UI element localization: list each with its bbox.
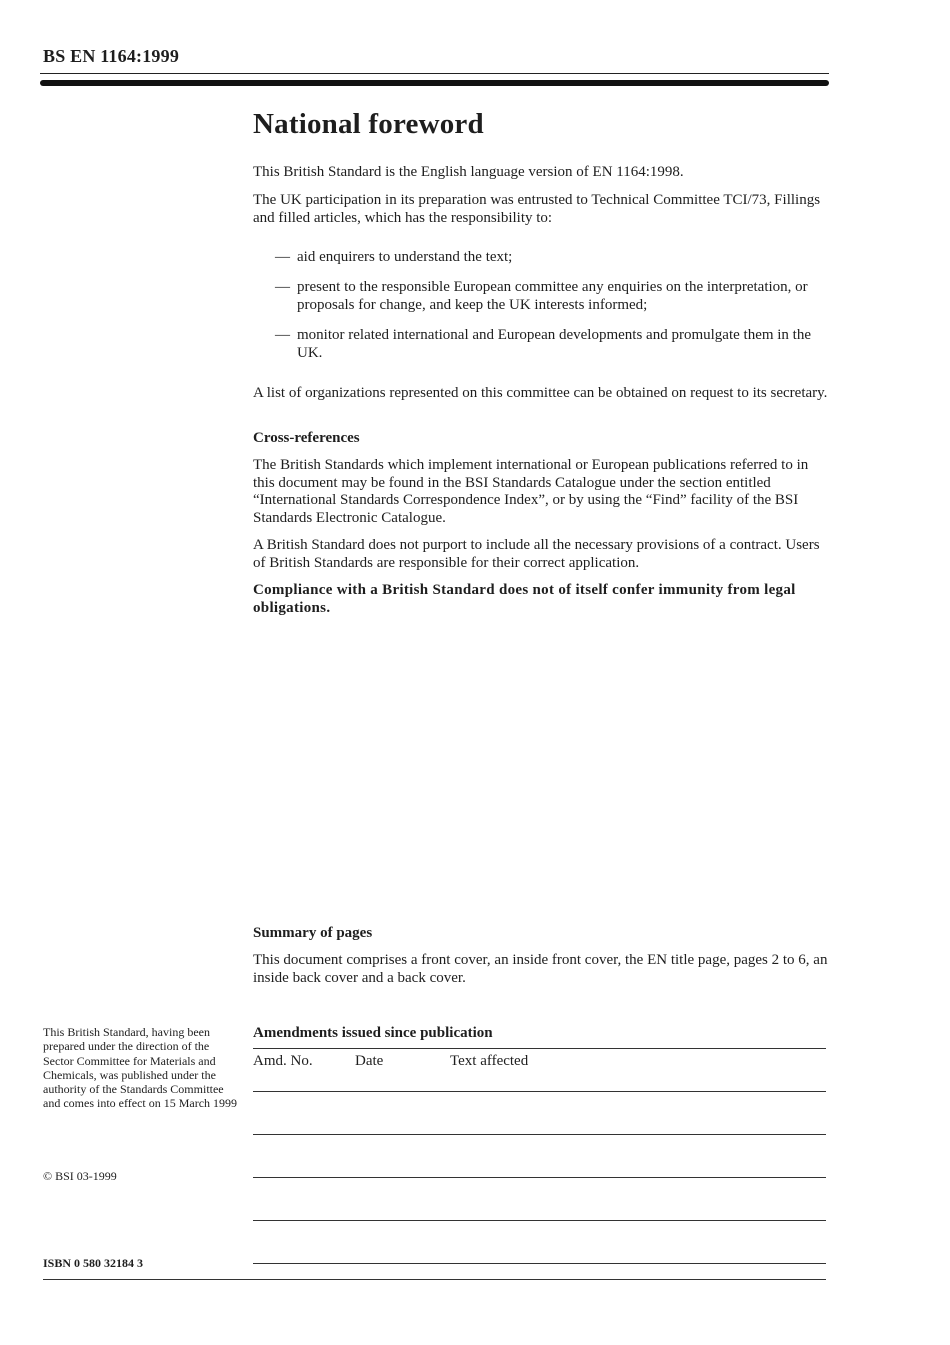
column-header-date: Date bbox=[355, 1053, 384, 1069]
compliance-statement: Compliance with a British Standard does not of itself confer immunity from legal obligations. bbox=[253, 582, 796, 616]
summary-heading: Summary of pages bbox=[253, 925, 373, 941]
amendments-heading: Amendments issued since publication bbox=[253, 1025, 493, 1041]
dash-marker: — bbox=[275, 249, 290, 265]
paragraph-crossref: The British Standards which implement international or European publications referred to in this document may be found in the BSI Standards Catalogue under the section entitled “International Standards Correspondence Index”, or by using the “Find” facility of the BSI Standards Electronic Catalogue. bbox=[253, 457, 809, 526]
footer-rule bbox=[43, 1279, 826, 1280]
column-header-text-affected: Text affected bbox=[450, 1053, 529, 1069]
crossref-heading: Cross-references bbox=[253, 430, 360, 446]
table-row-rule bbox=[253, 1177, 826, 1178]
provisions-paragraph bbox=[253, 537, 828, 572]
intro-paragraph bbox=[253, 164, 828, 182]
publication-note: This British Standard, having been prepared under the direction of the Sector Committee for Materials and Chemicals, was published under the authority of the Standards Committee and comes into effect on 15 March 1999 bbox=[43, 1025, 238, 1111]
table-row-rule bbox=[253, 1091, 826, 1092]
list-item bbox=[275, 327, 830, 362]
table-row-rule bbox=[253, 1134, 826, 1135]
column-header-amd-no: Amd. No. bbox=[253, 1053, 313, 1069]
document-id: BS EN 1164:1999 bbox=[43, 46, 180, 66]
paragraph-version: This British Standard is the English language version of EN 1164:1998. bbox=[253, 164, 684, 180]
dash-marker: — bbox=[275, 327, 290, 343]
paragraph-participation: The UK participation in its preparation was entrusted to Technical Committee TCI/73, Fillings and filled articles, which has the responsibility to: bbox=[253, 192, 821, 226]
participation-paragraph bbox=[253, 192, 828, 227]
paragraph-committee: A list of organizations represented on this committee can be obtained on request to its secretary. bbox=[253, 385, 828, 401]
list-item bbox=[275, 249, 830, 267]
paragraph-provisions: A British Standard does not purport to include all the necessary provisions of a contract. Users of British Standards are responsible for their correct application. bbox=[253, 537, 820, 571]
list-item-text: monitor related international and European developments and promulgate them in the UK. bbox=[297, 327, 812, 361]
header-rule-thin bbox=[40, 73, 829, 74]
table-row-rule bbox=[253, 1263, 826, 1264]
isbn: ISBN 0 580 32184 3 bbox=[43, 1256, 144, 1270]
amendments-rule bbox=[253, 1048, 826, 1049]
dash-marker: — bbox=[275, 279, 290, 295]
table-row-rule bbox=[253, 1220, 826, 1221]
page-title: National foreword bbox=[253, 108, 484, 140]
header-rule-thick bbox=[40, 80, 829, 86]
copyright-notice: © BSI 03-1999 bbox=[43, 1169, 117, 1183]
summary-text: This document comprises a front cover, an inside front cover, the EN title page, pages 2 to 6, an inside back cover and a back cover. bbox=[253, 952, 828, 986]
list-item-text: present to the responsible European committee any enquiries on the interpretation, or proposals for change, and keep the UK interests informed; bbox=[297, 279, 808, 313]
committee-paragraph bbox=[253, 385, 828, 403]
crossref-paragraph bbox=[253, 457, 828, 527]
list-item-text: aid enquirers to understand the text; bbox=[297, 249, 513, 265]
list-item bbox=[275, 279, 830, 314]
